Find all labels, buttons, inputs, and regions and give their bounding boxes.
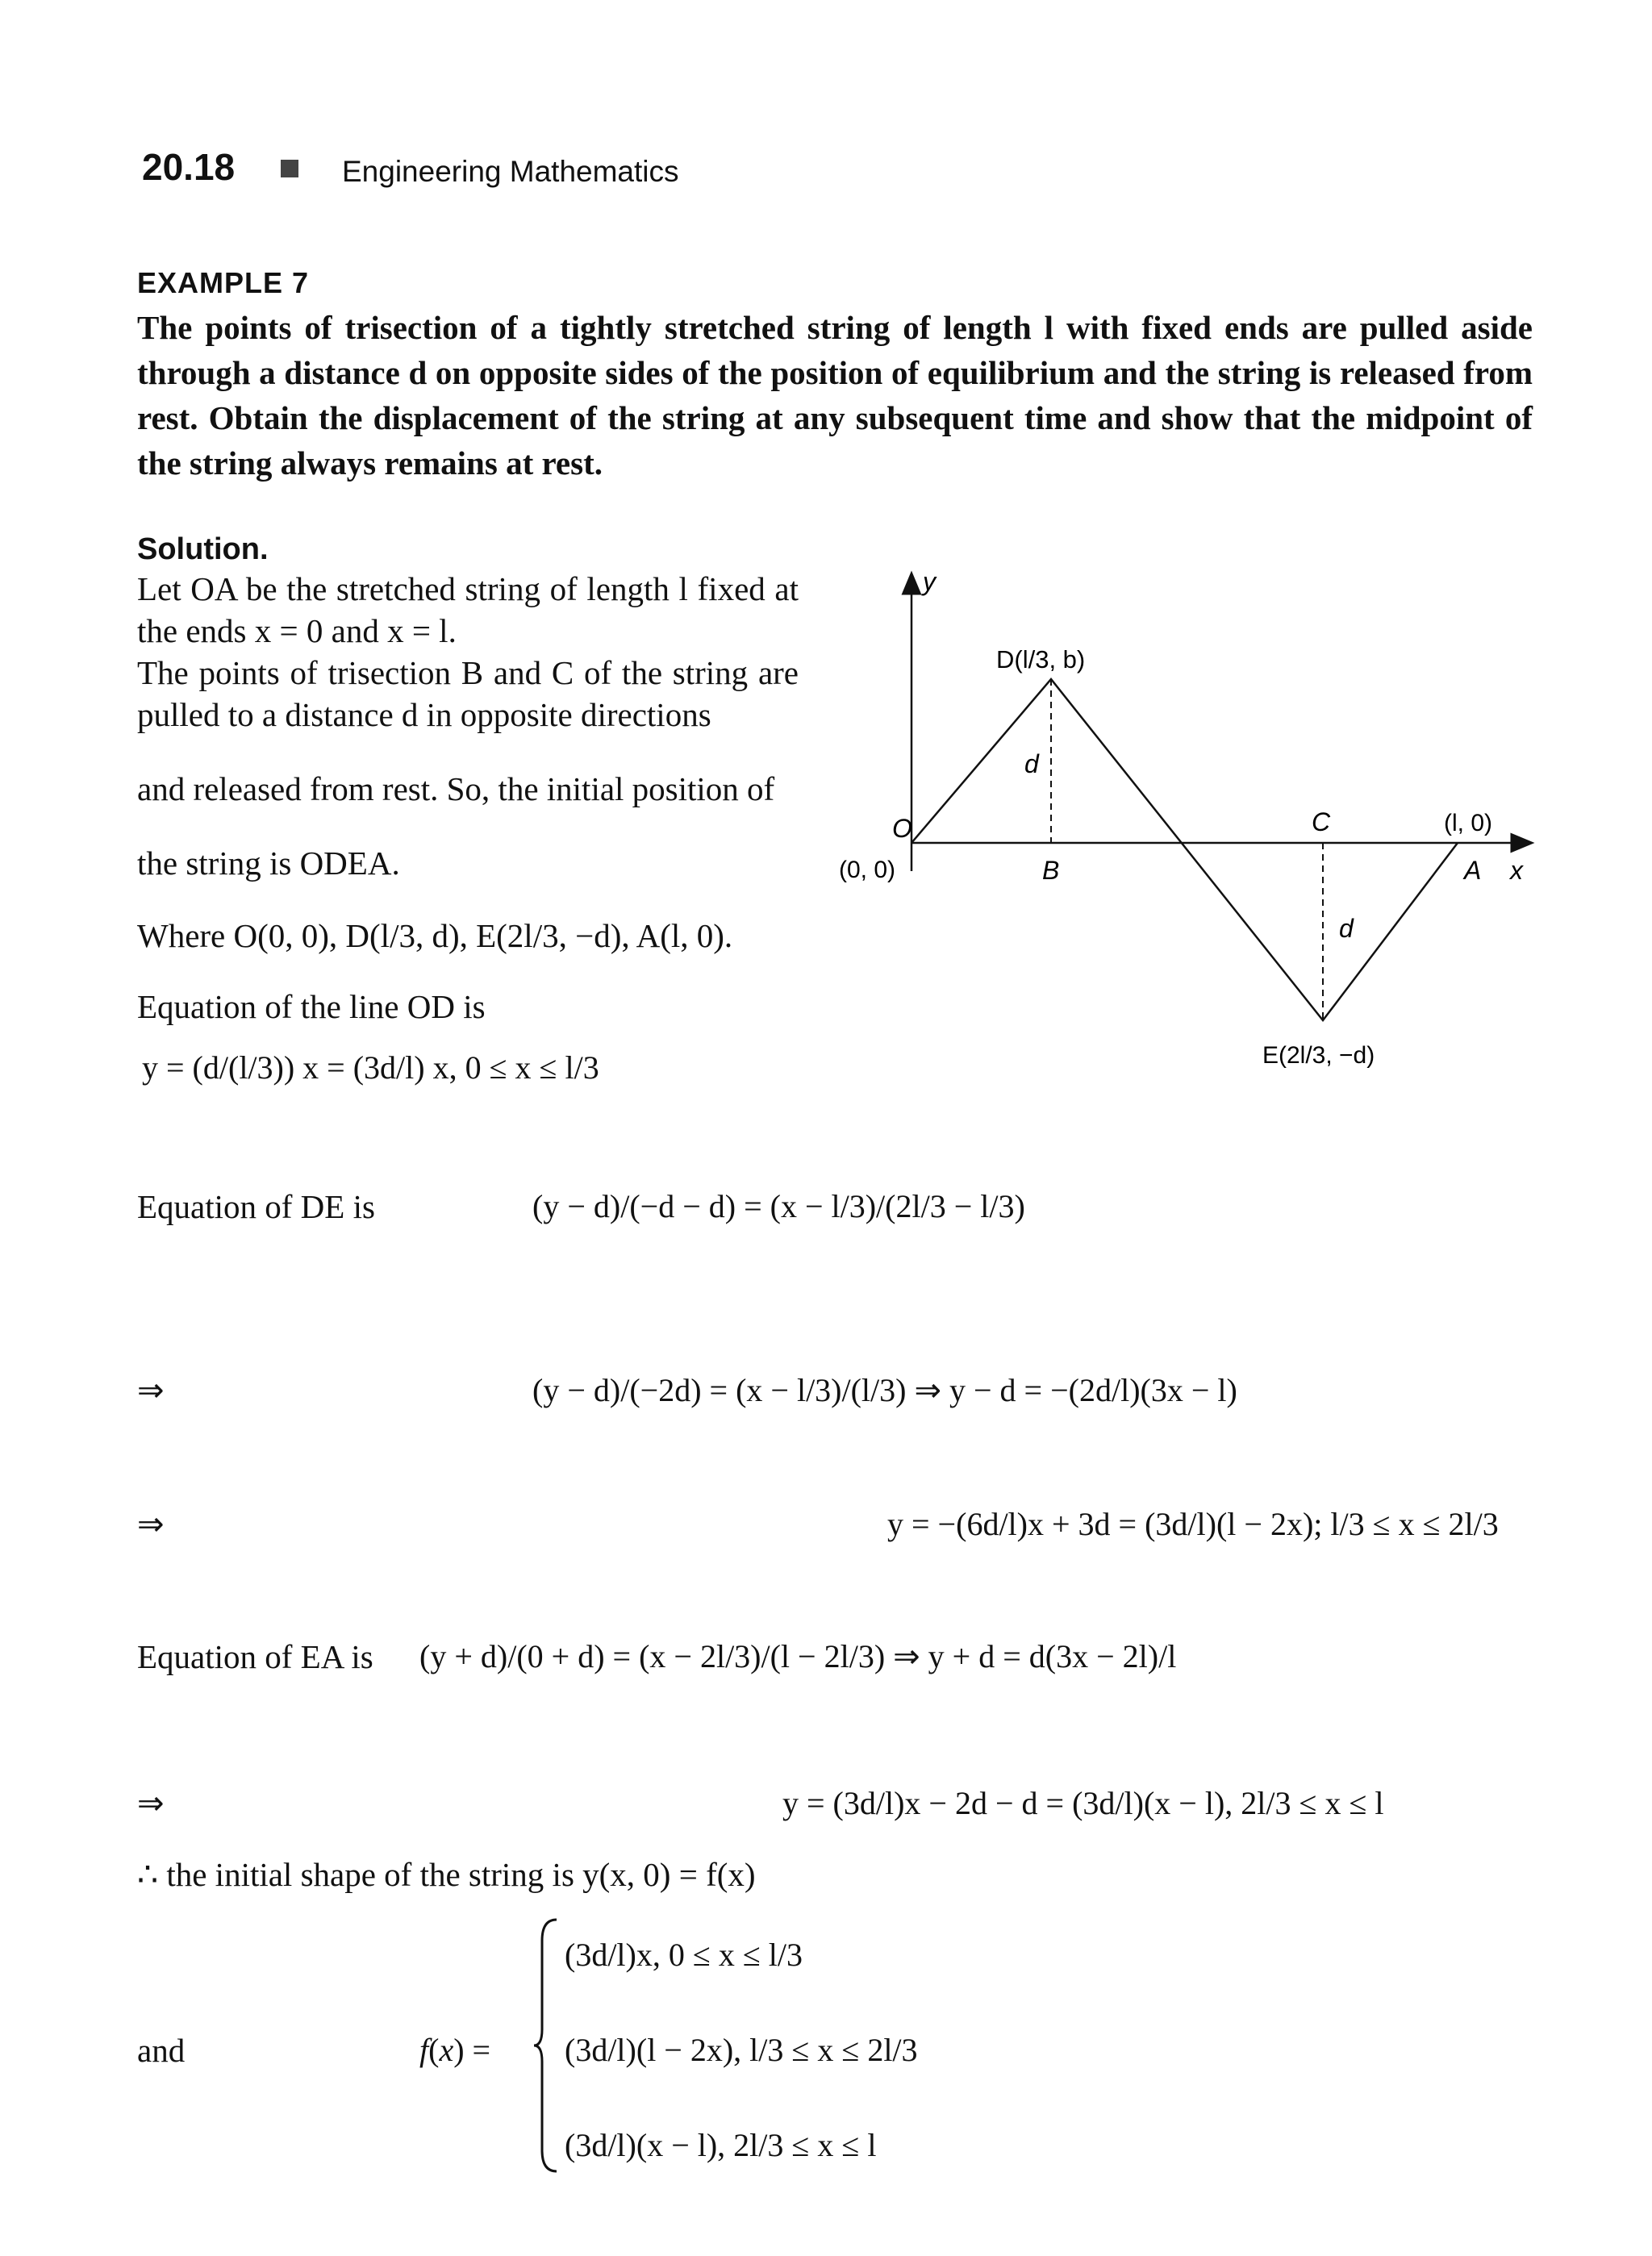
implies-3: ⇒ (137, 1785, 165, 1821)
book-title: Engineering Mathematics (342, 155, 679, 188)
d-label-upper: d (1024, 749, 1039, 778)
origin-coordinate: (0, 0) (839, 857, 896, 883)
solution-paragraph-4: the string is ODEA. (137, 844, 400, 882)
implies-2: ⇒ (137, 1506, 165, 1542)
point-c-label: C (1312, 807, 1331, 836)
point-a-label: A (1464, 856, 1482, 885)
de-label: Equation of DE is (137, 1188, 375, 1225)
f-of-x-label: f(x) = (419, 2032, 491, 2068)
equation-de-1: (y − d)/(−d − d) = (x − l/3)/(2l/3 − l/3) (532, 1188, 1025, 1224)
and-label: and (137, 2032, 186, 2069)
string-odea (912, 679, 1458, 1020)
f-piece-2: (3d/l)(l − 2x), l/3 ≤ x ≤ 2l/3 (565, 2032, 918, 2068)
implies-1: ⇒ (137, 1372, 165, 1408)
od-label: Equation of the line OD is (137, 988, 486, 1025)
point-a-coordinate: (l, 0) (1444, 810, 1492, 836)
equation-ea-2: y = (3d/l)x − 2d − d = (3d/l)(x − l), 2l/3 ≤ x ≤ l (782, 1785, 1384, 1821)
point-d-label: D(l/3, b) (996, 645, 1086, 673)
f-piece-1: (3d/l)x, 0 ≤ x ≤ l/3 (565, 1937, 803, 1973)
header-square-icon (281, 160, 298, 177)
point-b-label: B (1042, 856, 1060, 885)
example-label: EXAMPLE 7 (137, 266, 310, 299)
equation-od: y = (d/(l/3)) x = (3d/l) x, 0 ≤ x ≤ l/3 (142, 1049, 599, 1086)
page-number: 20.18 (142, 146, 236, 188)
piecewise-brace (532, 1916, 561, 2175)
solution-paragraph-2: The points of trisection B and C of the string are pulled to a distance d in opposite directions (137, 654, 799, 733)
string-diagram (823, 565, 1549, 1097)
problem-statement: The points of trisection of a tightly stretched string of length l with fixed ends are pulled aside through a distance d on opposite sides of the position of equilibrium and the string is released from rest. Obtain the displacement of the string at any subsequent time and show that the midpoint of the string always remains at rest. (137, 309, 1533, 482)
solution-paragraph-3: and released from rest. So, the initial position of (137, 770, 775, 807)
d-label-lower: d (1339, 914, 1354, 943)
solution-paragraph-1: Let OA be the stretched string of length l fixed at the ends x = 0 and x = l. (137, 570, 799, 649)
equation-de-2: (y − d)/(−2d) = (x − l/3)/(l/3) ⇒ y − d = −(2d/l)(3x − l) (532, 1372, 1237, 1408)
initial-shape-line: ∴ the initial shape of the string is y(x, 0) = f(x) (137, 1856, 756, 1893)
ea-label: Equation of EA is (137, 1638, 373, 1675)
x-axis-label: x (1510, 856, 1523, 885)
point-e-label: E(2l/3, −d) (1262, 1042, 1375, 1069)
y-axis-label: y (923, 567, 936, 596)
equation-ea-1: (y + d)/(0 + d) = (x − 2l/3)/(l − 2l/3) ⇒ y + d = d(3x − 2l)/l (419, 1638, 1177, 1674)
equation-de-3: y = −(6d/l)x + 3d = (3d/l)(l − 2x); l/3 ≤ x ≤ 2l/3 (887, 1506, 1499, 1542)
points-line: Where O(0, 0), D(l/3, d), E(2l/3, −d), A(l, 0). (137, 917, 733, 954)
f-piece-3: (3d/l)(x − l), 2l/3 ≤ x ≤ l (565, 2127, 877, 2163)
origin-label: O (892, 814, 912, 843)
solution-label: Solution. (137, 532, 269, 566)
